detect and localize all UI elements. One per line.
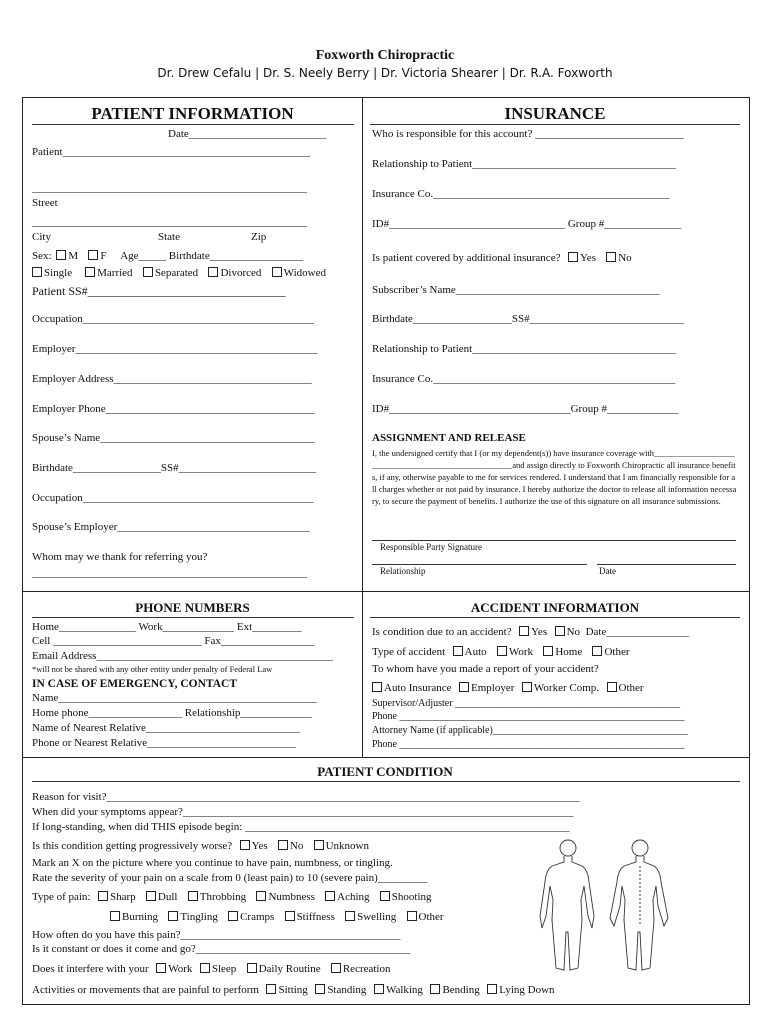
sex-f-checkbox[interactable] (88, 250, 98, 260)
interfere-routine-checkbox[interactable] (247, 963, 257, 973)
auto-checkbox[interactable] (453, 646, 463, 656)
reason-field[interactable]: Reason for visit?______________________________________________________________________________________ (32, 791, 580, 803)
back-body-outline (610, 840, 668, 970)
clinic-name: Foxworth Chiropractic (315, 48, 455, 63)
worker-comp-label: Worker Comp. (533, 682, 600, 694)
interfere-recreation-checkbox[interactable] (331, 963, 341, 973)
pain-constant-field[interactable]: Is it constant or does it come and go?_______________________________________ (32, 943, 411, 955)
standing-label: Standing (327, 984, 367, 996)
work-label: Work (168, 963, 193, 975)
recreation-label: Recreation (342, 963, 391, 975)
accident-heading: ACCIDENT INFORMATION (470, 600, 640, 615)
throbbing-checkbox[interactable] (188, 891, 198, 901)
sharp-label: Sharp (110, 891, 136, 903)
other-label: Other (604, 646, 630, 658)
zip-label: Zip (251, 231, 267, 243)
sex-row (32, 250, 303, 262)
spouse-name-field[interactable]: Spouse’s Name_______________________________________ (32, 432, 315, 444)
marital-row (30, 267, 326, 279)
emergency-heading: IN CASE OF EMERGENCY, CONTACT (32, 678, 238, 690)
yes-label: Yes (579, 252, 596, 264)
patient-info-heading: PATIENT INFORMATION (91, 104, 294, 123)
numbness-label: Numbness (268, 891, 315, 903)
date-field[interactable]: Date_________________________ (168, 128, 327, 140)
subscriber-birthdate-ss-field[interactable]: Birthdate__________________SS#____________________________ (372, 313, 684, 325)
street-input-line[interactable]: __________________________________________________ (32, 182, 307, 194)
patient-ss-field[interactable]: Patient SS#_________________________________ (32, 284, 286, 298)
additional-insurance-question: Is patient covered by additional insurance? (372, 252, 561, 264)
tingling-checkbox[interactable] (168, 911, 178, 921)
date-label: Date (599, 566, 616, 576)
interfere-question: Does it interfere with your (32, 963, 149, 975)
progressive-question: Is this condition getting progressively worse? (32, 840, 233, 852)
supervisor-field[interactable]: Supervisor/Adjuster _____________________________________________ (372, 698, 681, 709)
pain-frequency-field[interactable]: How often do you have this pain?________________________________________ (32, 929, 401, 941)
spouse-employer-field[interactable]: Spouse’s Employer___________________________________ (32, 521, 310, 533)
widowed-label: Widowed (283, 267, 326, 279)
cramps-label: Cramps (240, 911, 275, 923)
id-group-field-1[interactable]: ID#________________________________ Group #______________ (372, 218, 682, 230)
divider-vertical-top (362, 98, 363, 591)
sharp-checkbox[interactable] (98, 891, 108, 901)
occupation-field[interactable]: Occupation__________________________________________ (32, 313, 314, 325)
stiffness-checkbox[interactable] (285, 911, 295, 921)
heading-rule (370, 617, 740, 618)
progressive-row (32, 840, 369, 852)
mark-instructions: Mark an X on the picture where you continue to have pain, numbness, or tingling. (32, 857, 393, 869)
nearest-relative-phone-field[interactable]: Phone or Nearest Relative___________________________ (32, 737, 296, 749)
accident-no-checkbox[interactable] (555, 626, 565, 636)
sitting-label: Sitting (278, 984, 308, 996)
street-label: Street (32, 197, 58, 209)
heading-rule (32, 617, 354, 618)
divorced-checkbox[interactable] (208, 267, 218, 277)
emergency-name-field[interactable]: Name_______________________________________________ (32, 692, 317, 704)
no-label: No (618, 252, 632, 264)
cell-fax-field[interactable]: Cell ___________________________ Fax_________________ (32, 635, 315, 647)
heading-rule (32, 124, 354, 125)
symptoms-appear-field[interactable]: When did your symptoms appear?_______________________________________________________________________ (32, 806, 574, 818)
body-diagram-figure[interactable] (530, 836, 680, 976)
state-label: State (158, 231, 180, 243)
referral-question: Whom may we thank for referring you? (32, 551, 208, 563)
standing-checkbox[interactable] (315, 984, 325, 994)
insurance-company-field-2[interactable]: Insurance Co.____________________________________________ (372, 373, 676, 385)
sex-label: Sex: (32, 250, 52, 262)
relationship-field-2[interactable]: Relationship to Patient_____________________________________ (372, 343, 676, 355)
interfere-sleep-checkbox[interactable] (200, 963, 210, 973)
doctor-list: Dr. Drew Cefalu | Dr. S. Neely Berry | Dr. Victoria Shearer | Dr. R.A. Foxworth (157, 66, 613, 80)
date-line (597, 564, 736, 565)
pain-type-row-1 (32, 891, 432, 903)
auto-insurance-label: Auto Insurance (384, 682, 452, 694)
relationship-label: Relationship (380, 566, 426, 576)
spouse-occupation-field[interactable]: Occupation__________________________________________ (32, 492, 314, 504)
dull-label: Dull (157, 891, 178, 903)
daily-routine-label: Daily Routine (258, 963, 321, 975)
single-label: Single (44, 267, 73, 279)
other-checkbox[interactable] (592, 646, 602, 656)
no-label: No (566, 626, 581, 638)
tingling-label: Tingling (180, 911, 218, 923)
sex-m-label: M (68, 250, 79, 262)
signature-line (372, 540, 736, 541)
throbbing-label: Throbbing (199, 891, 247, 903)
nearest-relative-name-field[interactable]: Name of Nearest Relative____________________________ (32, 722, 300, 734)
divider-horizontal-2 (22, 757, 750, 758)
report-other-checkbox[interactable] (607, 682, 617, 692)
attorney-phone-field[interactable]: Phone _________________________________________________________ (372, 739, 685, 750)
worker-comp-checkbox[interactable] (522, 682, 532, 692)
interfere-row (32, 963, 391, 975)
stiffness-label: Stiffness (296, 911, 335, 923)
no-label: No (289, 840, 304, 852)
numbness-checkbox[interactable] (256, 891, 266, 901)
city-state-zip-input-line[interactable]: __________________________________________________ (32, 216, 307, 228)
referral-input-line[interactable]: __________________________________________________ (32, 567, 307, 579)
privacy-note: *will not be shared with any other entity under penalty of Federal Law (32, 664, 273, 674)
insurance-heading: INSURANCE (504, 104, 606, 123)
unknown-label: Unknown (325, 840, 369, 852)
divider-vertical-mid (362, 591, 363, 757)
subscriber-name-field[interactable]: Subscriber’s Name_____________________________________ (372, 284, 660, 296)
pain-other-checkbox[interactable] (407, 911, 417, 921)
burning-label: Burning (122, 911, 159, 923)
home-work-ext-field[interactable]: Home______________ Work_____________ Ext_________ (32, 621, 302, 633)
cramps-checkbox[interactable] (228, 911, 238, 921)
shooting-label: Shooting (391, 891, 432, 903)
progressive-yes-checkbox[interactable] (240, 840, 250, 850)
employer-field[interactable]: Employer____________________________________________ (32, 343, 318, 355)
divorced-label: Divorced (220, 267, 262, 279)
insurance-company-field-1[interactable]: Insurance Co.___________________________________________ (372, 188, 670, 200)
front-body-outline (540, 840, 594, 970)
auto-insurance-checkbox[interactable] (372, 682, 382, 692)
city-label: City (32, 231, 51, 243)
assignment-text: I, the undersigned certify that I (or my dependent(s)) have insurance coverage with____________________________________________________and assign directly to Foxworth Chiropractic all insurance benefits, if any, otherwise payable to me for services rendered. I understand that I am financially responsible for all charges whether or not paid by insurance. I hereby authorize the doctor to release all information necessary, to secure the payment of benefits. I authorize the use of this signature on all insurance submissions. (372, 448, 737, 506)
walking-label: Walking (385, 984, 423, 996)
progressive-unknown-checkbox[interactable] (314, 840, 324, 850)
separated-label: Separated (154, 267, 199, 279)
relationship-field-1[interactable]: Relationship to Patient_____________________________________ (372, 158, 676, 170)
employer-phone-field[interactable]: Employer Phone______________________________________ (32, 403, 315, 415)
dull-checkbox[interactable] (146, 891, 156, 901)
aching-label: Aching (337, 891, 370, 903)
episode-begin-field[interactable]: If long-standing, when did THIS episode begin: ___________________________________________________________ (32, 821, 570, 833)
accident-type-label: Type of accident (372, 646, 446, 658)
home-label: Home (555, 646, 583, 658)
condition-heading: PATIENT CONDITION (317, 764, 453, 779)
heading-rule (370, 124, 740, 125)
activities-row (32, 984, 555, 996)
sex-f-label: F (100, 250, 107, 262)
age-birthdate-field[interactable]: Age_____ Birthdate_________________ (120, 250, 304, 262)
lying-down-label: Lying Down (499, 984, 555, 996)
sitting-checkbox[interactable] (266, 984, 276, 994)
progressive-no-checkbox[interactable] (278, 840, 288, 850)
accident-type-row (372, 646, 630, 658)
pain-severity-field[interactable]: Rate the severity of your pain on a scale from 0 (least pain) to 10 (severe pain)_________ (32, 872, 428, 884)
emergency-phone-relationship-field[interactable]: Home phone_________________ Relationship_____________ (32, 707, 312, 719)
heading-rule (32, 781, 740, 782)
aching-checkbox[interactable] (325, 891, 335, 901)
accident-due-row (372, 626, 689, 638)
report-question: To whom have you made a report of your accident? (372, 663, 599, 675)
home-checkbox[interactable] (543, 646, 553, 656)
additional-insurance-row (372, 252, 632, 264)
email-field[interactable]: Email Address___________________________________________ (32, 650, 333, 662)
attorney-field[interactable]: Attorney Name (if applicable)_______________________________________ (372, 725, 688, 736)
walking-checkbox[interactable] (374, 984, 384, 994)
patient-name-field[interactable]: Patient_____________________________________________ (32, 146, 311, 158)
additional-yes-checkbox[interactable] (568, 252, 578, 262)
id-group-field-2[interactable]: ID#_________________________________Group #_____________ (372, 403, 679, 415)
sex-m-checkbox[interactable] (56, 250, 66, 260)
shooting-checkbox[interactable] (380, 891, 390, 901)
swelling-label: Swelling (357, 911, 397, 923)
work-checkbox[interactable] (497, 646, 507, 656)
additional-no-checkbox[interactable] (606, 252, 616, 262)
sleep-label: Sleep (211, 963, 237, 975)
employer-checkbox[interactable] (459, 682, 469, 692)
bending-label: Bending (442, 984, 480, 996)
yes-label: Yes (251, 840, 268, 852)
burning-checkbox[interactable] (110, 911, 120, 921)
other-label: Other (618, 682, 644, 694)
single-checkbox[interactable] (32, 267, 42, 277)
activities-question: Activities or movements that are painful to perform (32, 984, 259, 996)
divider-horizontal-1 (22, 591, 750, 592)
widowed-checkbox[interactable] (272, 267, 282, 277)
accident-question: Is condition due to an accident? (372, 626, 512, 638)
married-label: Married (97, 267, 133, 279)
accident-yes-checkbox[interactable] (519, 626, 529, 636)
auto-label: Auto (464, 646, 487, 658)
employer-address-field[interactable]: Employer Address____________________________________ (32, 373, 312, 385)
employer-label: Employer (471, 682, 515, 694)
supervisor-phone-field[interactable]: Phone _________________________________________________________ (372, 711, 685, 722)
work-label: Work (508, 646, 534, 658)
separated-checkbox[interactable] (143, 267, 153, 277)
yes-label: Yes (531, 626, 548, 638)
responsible-field[interactable]: Who is responsible for this account? ___________________________ (372, 128, 684, 140)
married-checkbox[interactable] (85, 267, 95, 277)
bending-checkbox[interactable] (430, 984, 440, 994)
assignment-heading: ASSIGNMENT AND RELEASE (372, 432, 526, 444)
other-label: Other (418, 911, 444, 923)
swelling-checkbox[interactable] (345, 911, 355, 921)
pain-type-label: Type of pain: (32, 891, 91, 903)
lying-down-checkbox[interactable] (487, 984, 497, 994)
report-options-row (370, 682, 644, 694)
signature-label: Responsible Party Signature (380, 542, 482, 552)
relationship-line (372, 564, 587, 565)
phone-heading: PHONE NUMBERS (135, 600, 250, 615)
spouse-birthdate-ss-field[interactable]: Birthdate________________SS#_________________________ (32, 462, 317, 474)
pain-type-row-2 (108, 911, 444, 923)
accident-date-field[interactable]: Date_______________ (585, 626, 689, 638)
interfere-work-checkbox[interactable] (156, 963, 166, 973)
